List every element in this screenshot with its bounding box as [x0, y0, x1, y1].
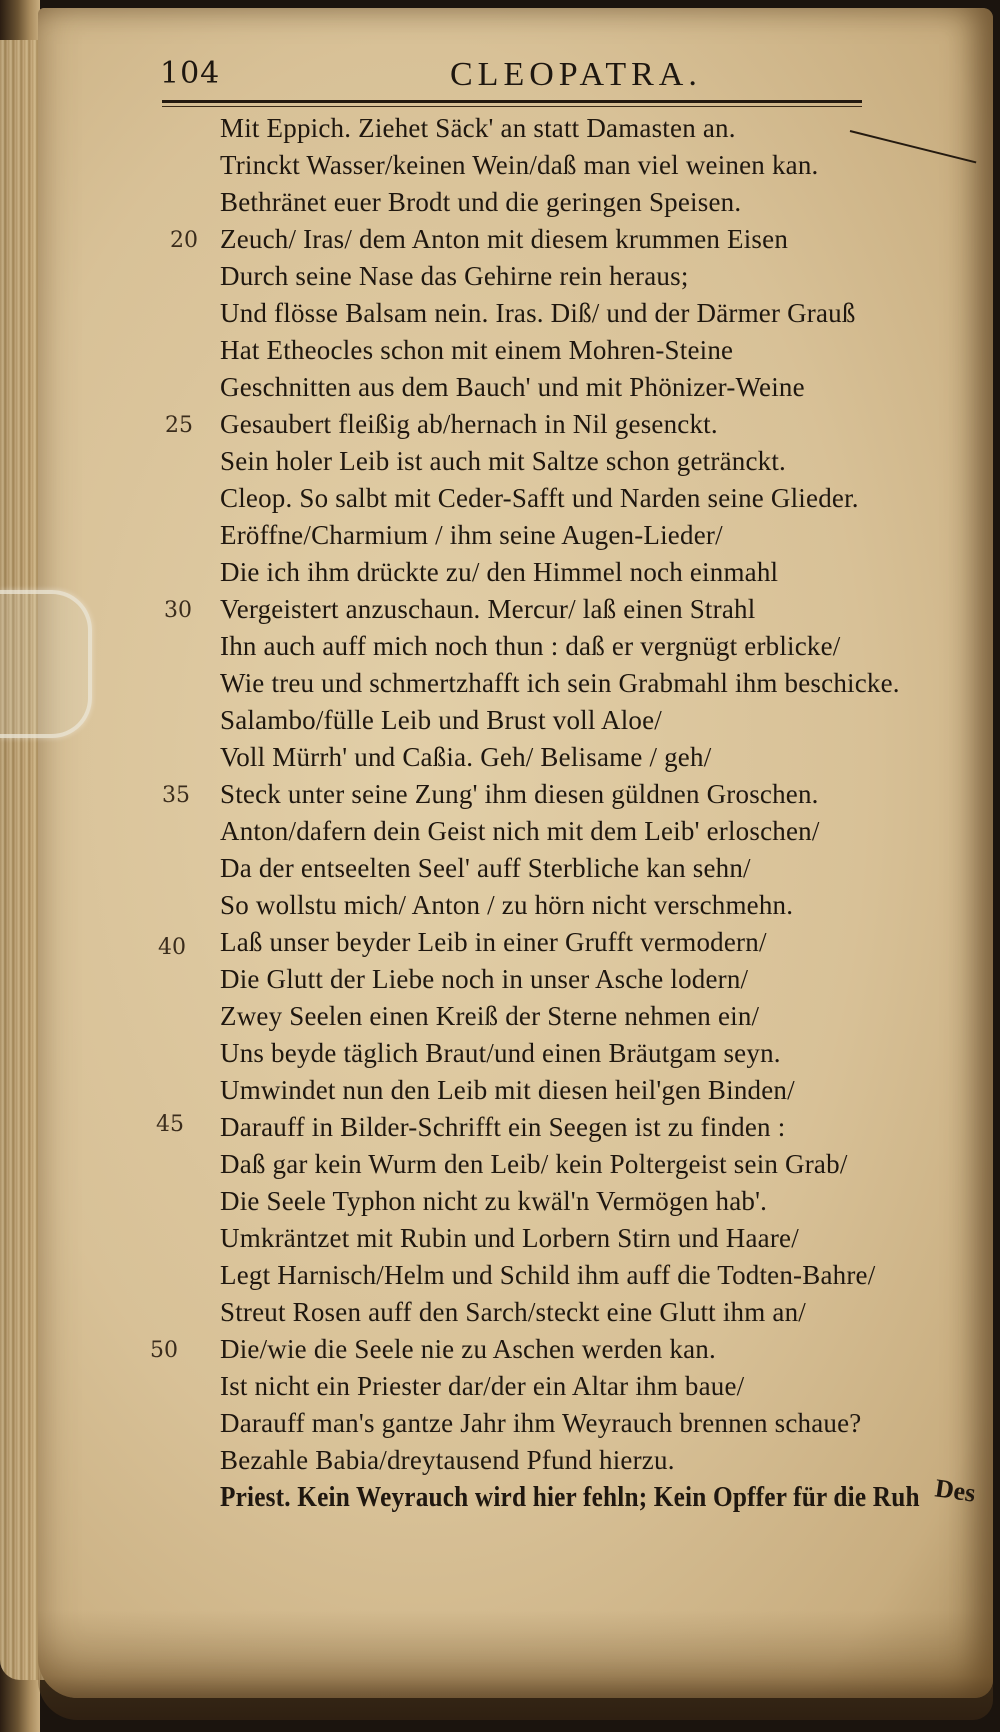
header-rule-thin: [162, 106, 862, 107]
verse-line: Streut Rosen auff den Sarch/steckt eine Glutt ihm an/: [220, 1297, 806, 1327]
verse-line: Bezahle Babia/dreytausend Pfund hierzu.: [220, 1445, 675, 1475]
verse-line: Die Seele Typhon nicht zu kwäl'n Vermögen hab'.: [220, 1186, 768, 1216]
verse-line: Umwindet nun den Leib mit diesen heil'gen Binden/: [220, 1075, 795, 1105]
verse-line: Mit Eppich. Ziehet Säck' an statt Damasten an.: [220, 113, 736, 143]
header-rule: [162, 100, 862, 103]
running-title: CLEOPATRA.: [450, 56, 702, 93]
verse-line: Voll Mürrh' und Caßia. Geh/ Belisame / geh/: [220, 742, 712, 772]
verse-line: Uns beyde täglich Braut/und einen Bräutgam seyn.: [220, 1038, 781, 1068]
verse-line: Ist nicht ein Priester dar/der ein Altar ihm baue/: [220, 1371, 745, 1401]
verse-line: Sein holer Leib ist auch mit Saltze schon getränckt.: [220, 446, 786, 476]
catchword: Des: [933, 1473, 978, 1508]
line-number: 35: [162, 783, 190, 808]
line-number: 45: [156, 1112, 184, 1137]
verse-line: Laß unser beyder Leib in einer Grufft vermodern/: [220, 927, 767, 957]
verse-line: Wie treu und schmertzhafft ich sein Grabmahl ihm beschicke.: [220, 668, 900, 698]
verse-line: Die Glutt der Liebe noch in unser Asche lodern/: [220, 964, 749, 994]
page-number: 104: [160, 56, 221, 91]
verse-line: Legt Harnisch/Helm und Schild ihm auff die Todten-Bahre/: [220, 1260, 876, 1290]
verse-line: Salambo/fülle Leib und Brust voll Aloe/: [220, 705, 663, 735]
verse-line: Trinckt Wasser/keinen Wein/daß man viel weinen kan.: [220, 150, 819, 180]
page-curl-shadow: [38, 1610, 993, 1720]
verse-line: Anton/dafern dein Geist nich mit dem Leib' erloschen/: [220, 816, 820, 846]
verse-line: Zwey Seelen einen Kreiß der Sterne nehmen ein/: [220, 1001, 760, 1031]
line-number: 40: [158, 935, 186, 960]
verse-line: Vergeistert anzuschaun. Mercur/ laß einen Strahl: [220, 594, 756, 624]
verse-line: Umkräntzet mit Rubin und Lorbern Stirn und Haare/: [220, 1223, 799, 1253]
line-number: 25: [165, 413, 193, 438]
verse-line: Geschnitten aus dem Bauch' und mit Phönizer-Weine: [220, 372, 805, 402]
verse-line: Darauff man's gantze Jahr ihm Weyrauch brennen schaue?: [220, 1408, 862, 1438]
verse-line: Darauff in Bilder-Schrifft ein Seegen ist zu finden :: [220, 1112, 786, 1142]
verse-line: Ihn auch auff mich noch thun : daß er vergnügt erblicke/: [220, 631, 841, 661]
verse-line: Eröffne/Charmium / ihm seine Augen-Lieder/: [220, 520, 723, 550]
verse-line-speaker: Priest. Kein Weyrauch wird hier fehln; Kein Opffer für die Ruh: [220, 1482, 920, 1513]
line-number: 30: [164, 598, 192, 623]
verse-line: Bethränet euer Brodt und die geringen Speisen.: [220, 187, 742, 217]
verse-line: Und flösse Balsam nein. Iras. Diß/ und der Därmer Grauß: [220, 298, 856, 328]
verse-line: Hat Etheocles schon mit einem Mohren-Steine: [220, 335, 734, 365]
verse-line: Steck unter seine Zung' ihm diesen güldnen Groschen.: [220, 779, 819, 809]
verse-line: Gesaubert fleißig ab/hernach in Nil gesenckt.: [220, 409, 718, 439]
page-clip: [0, 590, 92, 738]
verse-line: Da der entseelten Seel' auff Sterbliche kan sehn/: [220, 853, 751, 883]
line-number: 50: [150, 1338, 178, 1363]
verse-line: Daß gar kein Wurm den Leib/ kein Poltergeist sein Grab/: [220, 1149, 848, 1179]
verse-line: Durch seine Nase das Gehirne rein heraus;: [220, 261, 689, 291]
verse-line: Cleop. So salbt mit Ceder-Safft und Narden seine Glieder.: [220, 483, 859, 513]
line-number: 20: [170, 228, 198, 253]
verse-line: Die ich ihm drückte zu/ den Himmel noch einmahl: [220, 557, 779, 587]
verse-line: Zeuch/ Iras/ dem Anton mit diesem krummen Eisen: [220, 224, 789, 254]
verse-line: Die/wie die Seele nie zu Aschen werden kan.: [220, 1334, 716, 1364]
verse-line: So wollstu mich/ Anton / zu hörn nicht verschmehn.: [220, 890, 794, 920]
